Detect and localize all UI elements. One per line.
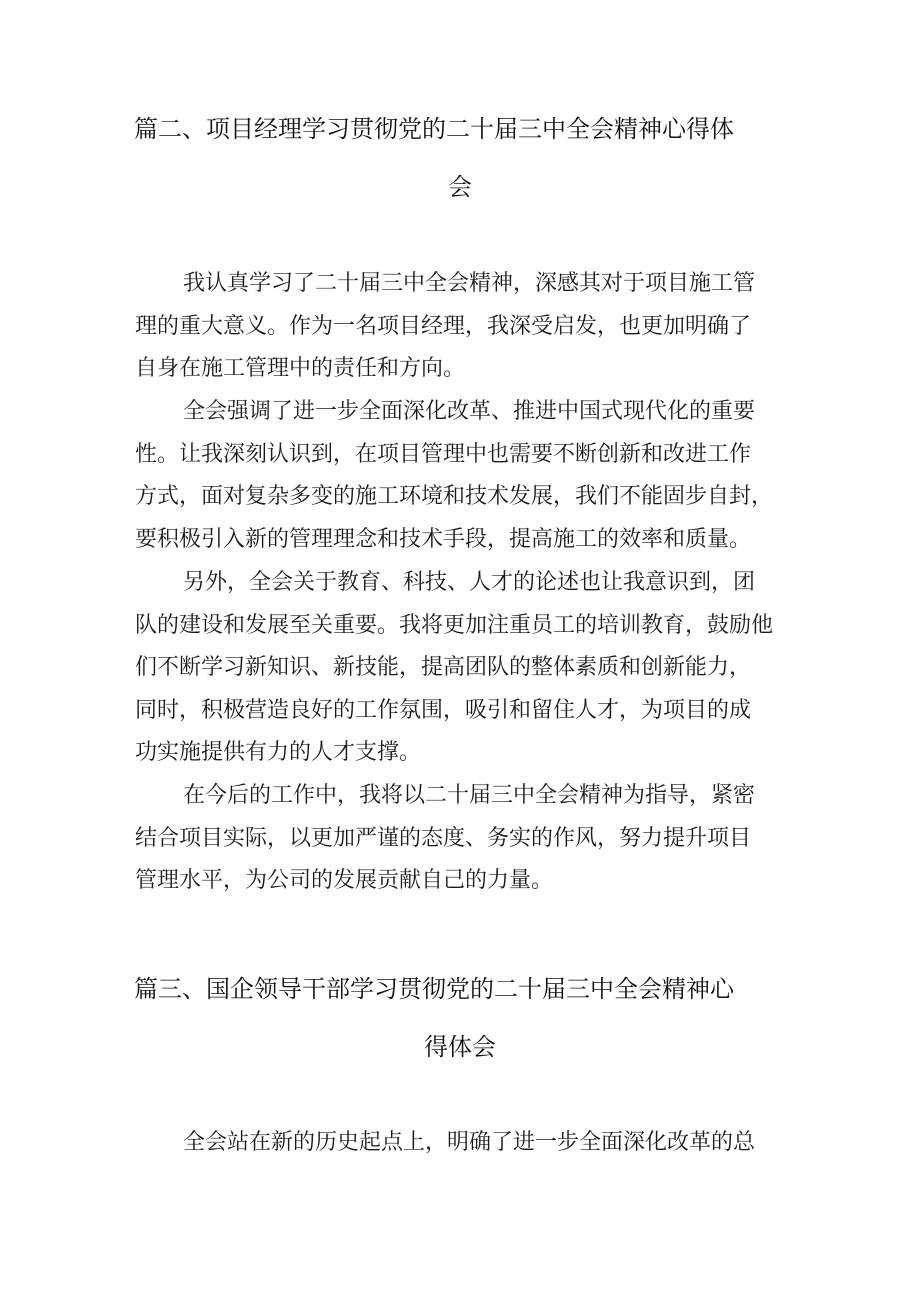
paragraph-line: 方式，面对复杂多变的施工环境和技术发展，我们不能固步自封， — [135, 484, 774, 509]
paragraph-line: 管理水平，为公司的发展贡献自己的力量。 — [135, 868, 554, 893]
paragraph-line: 要积极引入新的管理理念和技术手段，提高施工的效率和质量。 — [135, 526, 752, 552]
paragraph-line: 同时，积极营造良好的工作氛围，吸引和留住人才，为项目的成 — [135, 697, 752, 723]
paragraph-line: 队的建设和发展至关重要。我将更加注重员工的培训教育，鼓励他 — [135, 612, 774, 638]
paragraph-line: 结合项目实际，以更加严谨的态度、务实的作风，努力提升项目 — [135, 825, 752, 851]
section-heading-2-continued: 会 — [448, 173, 472, 201]
paragraph-line: 功实施提供有力的人才支撑。 — [135, 740, 422, 765]
paragraph — [135, 263, 795, 391]
paragraph-line: 全会强调了进一步全面深化改革、推进中国式现代化的重要 — [183, 399, 756, 424]
paragraph — [135, 775, 795, 903]
section-heading-2: 篇二、项目经理学习贯彻党的二十届三中全会精神心得体 — [134, 115, 734, 143]
paragraph-line: 另外，全会关于教育、科技、人才的论述也让我意识到，团 — [183, 570, 756, 595]
paragraph-line: 自身在施工管理中的责任和方向。 — [135, 356, 466, 381]
paragraph-line: 性。让我深刻认识到，在项目管理中也需要不断创新和改进工作 — [135, 441, 752, 467]
section-heading-3: 篇三、国企领导干部学习贯彻党的二十届三中全会精神心 — [134, 975, 734, 1003]
paragraph-line: 我认真学习了二十届三中全会精神，深感其对于项目施工管 — [183, 271, 756, 296]
paragraph-line: 理的重大意义。作为一名项目经理，我深受启发，也更加明确了 — [135, 313, 752, 339]
paragraph-line: 全会站在新的历史起点上，明确了进一步全面深化改革的总 — [183, 1130, 756, 1155]
paragraph — [135, 562, 795, 775]
paragraph — [135, 1122, 795, 1165]
paragraph-line: 们不断学习新知识、新技能，提高团队的整体素质和创新能力， — [135, 655, 752, 680]
paragraph — [135, 391, 795, 561]
section-heading-3-continued: 得体会 — [424, 1033, 496, 1061]
paragraph-line: 在今后的工作中，我将以二十届三中全会精神为指导，紧密 — [183, 783, 756, 808]
